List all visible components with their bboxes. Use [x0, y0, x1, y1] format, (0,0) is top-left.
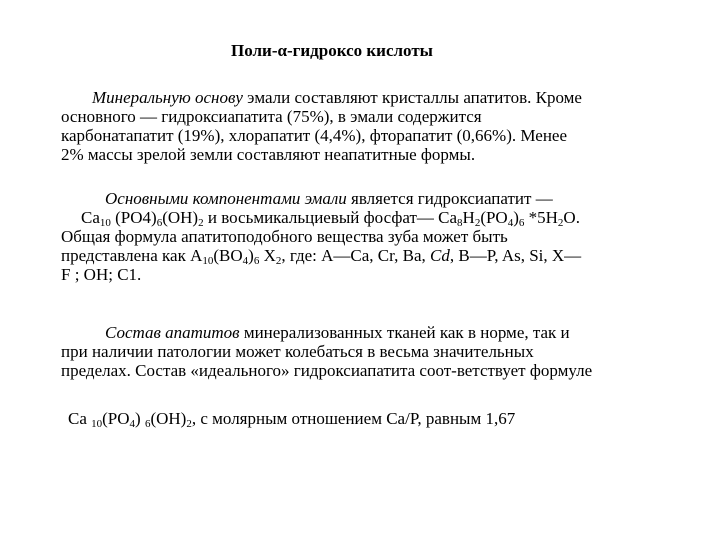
formula-part: ) — [135, 409, 145, 428]
formula-part: (OH) — [162, 208, 199, 227]
paragraph-line — [61, 88, 701, 107]
formula-part: представлена как A — [61, 246, 203, 265]
line-text: является гидроксиапатит — — [346, 189, 553, 208]
formula-part: ) — [248, 246, 254, 265]
italic-lead: Основными компонентами эмали — [105, 189, 347, 208]
formula-subscript: 8 — [457, 217, 463, 229]
paragraph-line: Общая формула апатитоподобного вещества зуба может быть — [61, 227, 508, 246]
formula-subscript: 6 — [253, 255, 260, 267]
formula-subscript: 10 — [91, 418, 103, 430]
formula-subscript: 2 — [186, 418, 192, 430]
formula-subscript: 2 — [557, 217, 564, 229]
formula-part: (PO — [480, 208, 508, 227]
page-title: Поли-α-гидроксо кислоты — [231, 41, 433, 60]
formula-subscript: 10 — [99, 217, 111, 229]
formula-subscript: 2 — [275, 255, 282, 267]
formula-part: и восьмикальциевый фосфат— Ca — [203, 208, 458, 227]
paragraph-apatite-composition — [61, 323, 701, 380]
formula-subscript: 6 — [144, 418, 151, 430]
formula-line — [61, 409, 701, 428]
line-text: эмали составляют кристаллы апатитов. Кроме — [242, 88, 582, 107]
formula-subscript: 4 — [242, 255, 249, 267]
formula-part: Cd — [430, 246, 450, 265]
formula-part: , B—P, As, Si, X— — [449, 246, 582, 265]
paragraph-line: 2% массы зрелой земли составляют неапатитные формы. — [61, 145, 476, 164]
formula-part: (OH) — [150, 409, 187, 428]
formula-part: Ca — [81, 208, 100, 227]
formula-subscript: 6 — [518, 217, 525, 229]
paragraph-line: при наличии патологии может колебаться в весьма значительных — [61, 342, 534, 361]
formula-subscript: 10 — [202, 255, 214, 267]
formula-part: H — [462, 208, 475, 227]
formula-part: (BO — [213, 246, 243, 265]
paragraph-line: пределах. Состав «идеального» гидроксиапатита соот-ветствует формуле — [61, 361, 593, 380]
formula-part: , где: A—Ca, Cr, Ba, — [281, 246, 431, 265]
paragraph-enamel-components — [61, 189, 701, 284]
paragraph-line: F ; OH; C1. — [61, 265, 142, 284]
formula-part: X — [259, 246, 276, 265]
italic-lead: Минеральную основу — [92, 88, 243, 107]
paragraph-line: карбонатапатит (19%), хлорапатит (4,4%), фторапатит (0,66%). Менее — [61, 126, 568, 145]
formula-part: ) — [513, 208, 519, 227]
formula-part: (PO — [102, 409, 130, 428]
paragraph-line — [61, 189, 701, 208]
formula-subscript: 4 — [507, 217, 514, 229]
formula-subscript: 4 — [129, 418, 136, 430]
formula-part: (PO4) — [110, 208, 157, 227]
formula-part: , с молярным отношением Ca/P, равным 1,67 — [191, 409, 516, 428]
line-text: минерализованных тканей как в норме, так и — [239, 323, 570, 342]
formula-part: Ca — [68, 409, 92, 428]
paragraph-line — [61, 323, 701, 342]
formula-subscript: 2 — [474, 217, 481, 229]
formula-subscript: 6 — [156, 217, 163, 229]
italic-lead: Состав апатитов — [105, 323, 240, 342]
formula-line — [61, 246, 701, 265]
formula-subscript: 2 — [198, 217, 204, 229]
formula-part: *5H — [524, 208, 558, 227]
formula-part: O. — [563, 208, 580, 227]
paragraph-line: основного — гидроксиапатита (75%), в эмали содержится — [61, 107, 482, 126]
paragraph-enamel-mineral-base — [61, 88, 701, 164]
paragraph-ideal-formula — [61, 409, 701, 428]
formula-line — [61, 208, 701, 227]
